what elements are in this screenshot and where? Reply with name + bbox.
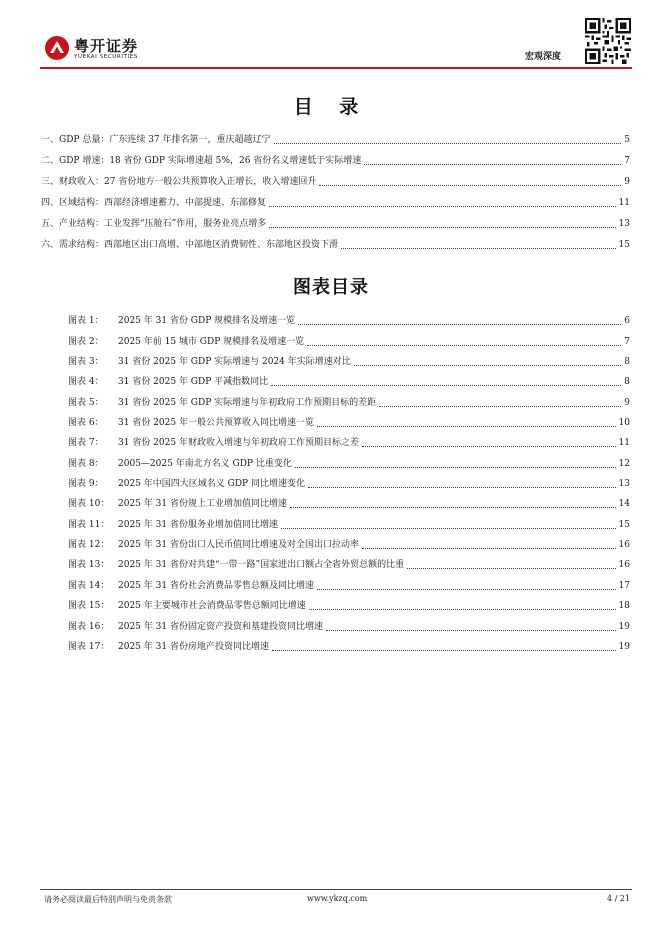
toc-entry-title: 西部经济增速蓄力、中部提速、东部修复 [104, 198, 267, 208]
figure-entry-text [68, 418, 314, 429]
toc-entry-text [41, 135, 271, 146]
toc-entry-label: 二、GDP 增速： [41, 156, 110, 166]
figure-entry-text [68, 479, 305, 490]
logo-english-name: YUEKAI SECURITIES [74, 54, 138, 60]
dot-leader [269, 206, 616, 207]
figure-entry-label: 图表 16： [68, 621, 110, 632]
figure-entry-text [68, 622, 323, 633]
toc-entry[interactable] [41, 167, 630, 188]
toc-entry-page: 7 [624, 156, 630, 166]
figure-entry-page: 16 [618, 540, 630, 551]
dot-leader [307, 345, 621, 346]
dot-leader [271, 385, 621, 386]
dot-leader [298, 324, 621, 325]
toc-entry-page: 13 [618, 219, 630, 229]
figure-entry[interactable] [41, 409, 630, 429]
figure-entry-text [68, 601, 306, 612]
figure-entry[interactable] [41, 348, 630, 368]
toc-entry[interactable] [41, 146, 630, 167]
toc-entry-text [41, 156, 361, 167]
dot-leader [308, 487, 616, 488]
figure-entry-title: 2025 年 31 省份房地产投资同比增速 [118, 641, 269, 652]
figure-entry-label: 图表 2： [68, 336, 104, 347]
figure-entry[interactable] [41, 307, 630, 327]
figure-entry-title: 31 省份 2025 年一般公共预算收入同比增速一览 [118, 418, 314, 429]
toc-entry[interactable] [41, 230, 630, 251]
figure-entry-page: 15 [618, 519, 630, 530]
footer-website-link[interactable]: www.ykzq.com [307, 894, 368, 903]
figure-entry[interactable] [41, 612, 630, 632]
figure-entry-title: 2025 年 31 省份固定资产投资和基建投资同比增速 [118, 621, 323, 632]
toc-entry-text [41, 177, 316, 188]
toc-entry-page: 9 [624, 177, 630, 187]
toc-entry[interactable] [41, 209, 630, 230]
footer-disclaimer: 请务必阅读最后特别声明与免责条款 [44, 895, 172, 904]
dot-leader [269, 227, 615, 228]
dot-leader [341, 248, 616, 249]
logo-chinese-name: 粤开证券 [74, 37, 139, 55]
toc-entry-label: 五、产业结构： [41, 219, 105, 229]
dot-leader [272, 650, 616, 651]
figure-entry-text [68, 316, 295, 327]
figure-entry-title: 31 省份 2025 年 GDP 平减指数同比 [118, 377, 269, 388]
figure-entry-page: 19 [618, 641, 630, 652]
dot-leader [407, 568, 615, 569]
dot-leader [309, 609, 616, 610]
figure-entry[interactable] [41, 490, 630, 510]
figure-entry-label: 图表 17： [68, 641, 110, 652]
figure-entry[interactable] [41, 551, 630, 571]
figure-entry-text [68, 398, 376, 409]
page-header [0, 0, 662, 70]
figure-entry-page: 13 [618, 479, 630, 490]
figure-entry[interactable] [41, 510, 630, 530]
figure-entry-text [68, 540, 359, 551]
toc-entry-title: 广东连续 37 年排名第一，重庆超越辽宁 [109, 135, 271, 145]
figure-entry-label: 图表 12： [68, 540, 110, 551]
dot-leader [379, 406, 621, 407]
figure-entry-label: 图表 5： [68, 397, 104, 408]
toc-entry-page: 5 [624, 135, 630, 145]
figure-entry-label: 图表 6： [68, 418, 104, 429]
figure-entry-label: 图表 15： [68, 601, 110, 612]
toc-entry-title: 27 省份地方一般公共预算收入正增长，收入增速回升 [104, 177, 317, 187]
figure-entry-page: 18 [618, 601, 630, 612]
figure-list [41, 307, 630, 653]
figure-entry-text [68, 459, 292, 470]
figure-entry-text [68, 581, 314, 592]
figure-entry[interactable] [41, 470, 630, 490]
header-divider [40, 67, 632, 69]
figure-entry[interactable] [41, 388, 630, 408]
figure-entry-title: 2025 年 31 省份社会消费品零售总额及同比增速 [118, 580, 314, 591]
figure-list-title: 图表目录 [293, 277, 369, 298]
figure-entry[interactable] [41, 531, 630, 551]
dot-leader [295, 467, 616, 468]
qr-code-icon [585, 18, 631, 64]
figure-entry-title: 2005—2025 年南北方名义 GDP 比重变化 [118, 458, 292, 469]
toc-entry-page: 15 [618, 240, 630, 250]
figure-entry-label: 图表 1： [68, 316, 104, 327]
toc-entry-text [41, 240, 338, 251]
dot-leader [290, 507, 616, 508]
figure-entry-page: 17 [618, 580, 630, 591]
figure-entry-title: 2025 年 31 省份出口人民币值同比增速及对全国出口拉动率 [118, 540, 359, 551]
dot-leader [319, 185, 621, 186]
figure-entry-label: 图表 4： [68, 377, 104, 388]
toc-entry-text [41, 198, 266, 209]
table-of-contents [41, 125, 630, 251]
dot-leader [362, 446, 616, 447]
yuekai-logo-icon [44, 35, 70, 61]
toc-entry[interactable] [41, 125, 630, 146]
dot-leader [281, 528, 616, 529]
figure-entry-text [68, 560, 404, 571]
dot-leader [326, 630, 616, 631]
footer-page-number: 4 / 21 [606, 894, 630, 903]
figure-entry[interactable] [41, 368, 630, 388]
figure-entry-page: 11 [618, 438, 630, 449]
toc-entry-title: 18 省份 GDP 实际增速超 5%，26 省份名义增速低于实际增速 [109, 156, 362, 166]
dot-leader [354, 365, 622, 366]
dot-leader [274, 143, 622, 144]
figure-entry-title: 31 省份 2025 年 GDP 实际增速与年初政府工作预期目标的差距 [118, 397, 377, 408]
toc-entry-label: 三、财政收入： [41, 177, 105, 187]
figure-entry-label: 图表 14： [68, 580, 110, 591]
toc-entry-label: 六、需求结构： [41, 240, 105, 250]
figure-entry-text [68, 642, 269, 653]
figure-entry-title: 2025 年主要城市社会消费品零售总额同比增速 [118, 601, 306, 612]
toc-entry-title: 工业发挥“压舱石”作用，服务业亮点增多 [104, 219, 267, 229]
toc-entry-text [41, 219, 266, 230]
figure-entry-page: 8 [624, 377, 630, 388]
figure-entry-text [68, 499, 287, 510]
toc-entry-label: 一、GDP 总量： [41, 135, 110, 145]
figure-entry-title: 2025 年中国四大区域名义 GDP 同比增速变化 [118, 479, 305, 490]
toc-title: 目 录 [293, 96, 369, 118]
figure-entry-label: 图表 8： [68, 458, 104, 469]
toc-entry-title: 西部地区出口高增、中部地区消费韧性、东部地区投资下滑 [104, 240, 339, 250]
figure-entry-text [68, 337, 304, 348]
figure-entry-page: 8 [624, 357, 630, 368]
figure-entry-text [68, 520, 278, 531]
figure-entry-label: 图表 10： [68, 499, 110, 510]
figure-entry-label: 图表 13： [68, 560, 110, 571]
figure-entry[interactable] [41, 429, 630, 449]
figure-entry[interactable] [41, 449, 630, 469]
figure-entry-title: 2025 年 31 省份对共建“一带一路”国家进出口额占全省外贸总额的比重 [118, 560, 405, 571]
figure-entry-page: 19 [618, 621, 630, 632]
dot-leader [362, 548, 616, 549]
toc-entry-label: 四、区域结构： [41, 198, 105, 208]
dot-leader [317, 426, 616, 427]
figure-entry-title: 2025 年 31 省份规上工业增加值同比增速 [118, 499, 287, 510]
footer-divider [40, 889, 632, 890]
figure-entry-label: 图表 7： [68, 438, 104, 449]
figure-entry-page: 6 [624, 316, 630, 327]
figure-entry-title: 2025 年前 15 城市 GDP 规模排名及增速一览 [118, 336, 305, 347]
figure-entry-title: 2025 年 31 省份服务业增加值同比增速 [118, 519, 278, 530]
figure-entry-page: 14 [618, 499, 630, 510]
figure-entry-label: 图表 3： [68, 357, 104, 368]
company-logo [44, 35, 164, 65]
figure-entry-title: 31 省份 2025 年财政收入增速与年初政府工作预期目标之差 [118, 438, 359, 449]
figure-entry-label: 图表 9： [68, 479, 104, 490]
figure-entry-page: 16 [618, 560, 630, 571]
figure-entry-text [68, 357, 351, 368]
figure-entry[interactable] [41, 327, 630, 347]
figure-entry-text [68, 438, 359, 449]
figure-entry[interactable] [41, 592, 630, 612]
figure-entry-page: 10 [618, 418, 630, 429]
dot-leader [317, 589, 616, 590]
figure-entry-page: 9 [624, 397, 630, 408]
figure-entry-page: 7 [624, 336, 630, 347]
figure-entry-title: 2025 年 31 省份 GDP 规模排名及增速一览 [118, 316, 296, 327]
figure-entry-page: 12 [618, 458, 630, 469]
figure-entry-text [68, 377, 268, 388]
figure-entry-label: 图表 11： [68, 519, 110, 530]
dot-leader [364, 164, 621, 165]
toc-entry-page: 11 [618, 198, 630, 208]
figure-entry[interactable] [41, 571, 630, 591]
toc-entry[interactable] [41, 188, 630, 209]
figure-entry-title: 31 省份 2025 年 GDP 实际增速与 2024 年实际增速对比 [118, 357, 351, 368]
report-category-tag: 宏观深度 [525, 52, 562, 62]
figure-entry[interactable] [41, 633, 630, 653]
